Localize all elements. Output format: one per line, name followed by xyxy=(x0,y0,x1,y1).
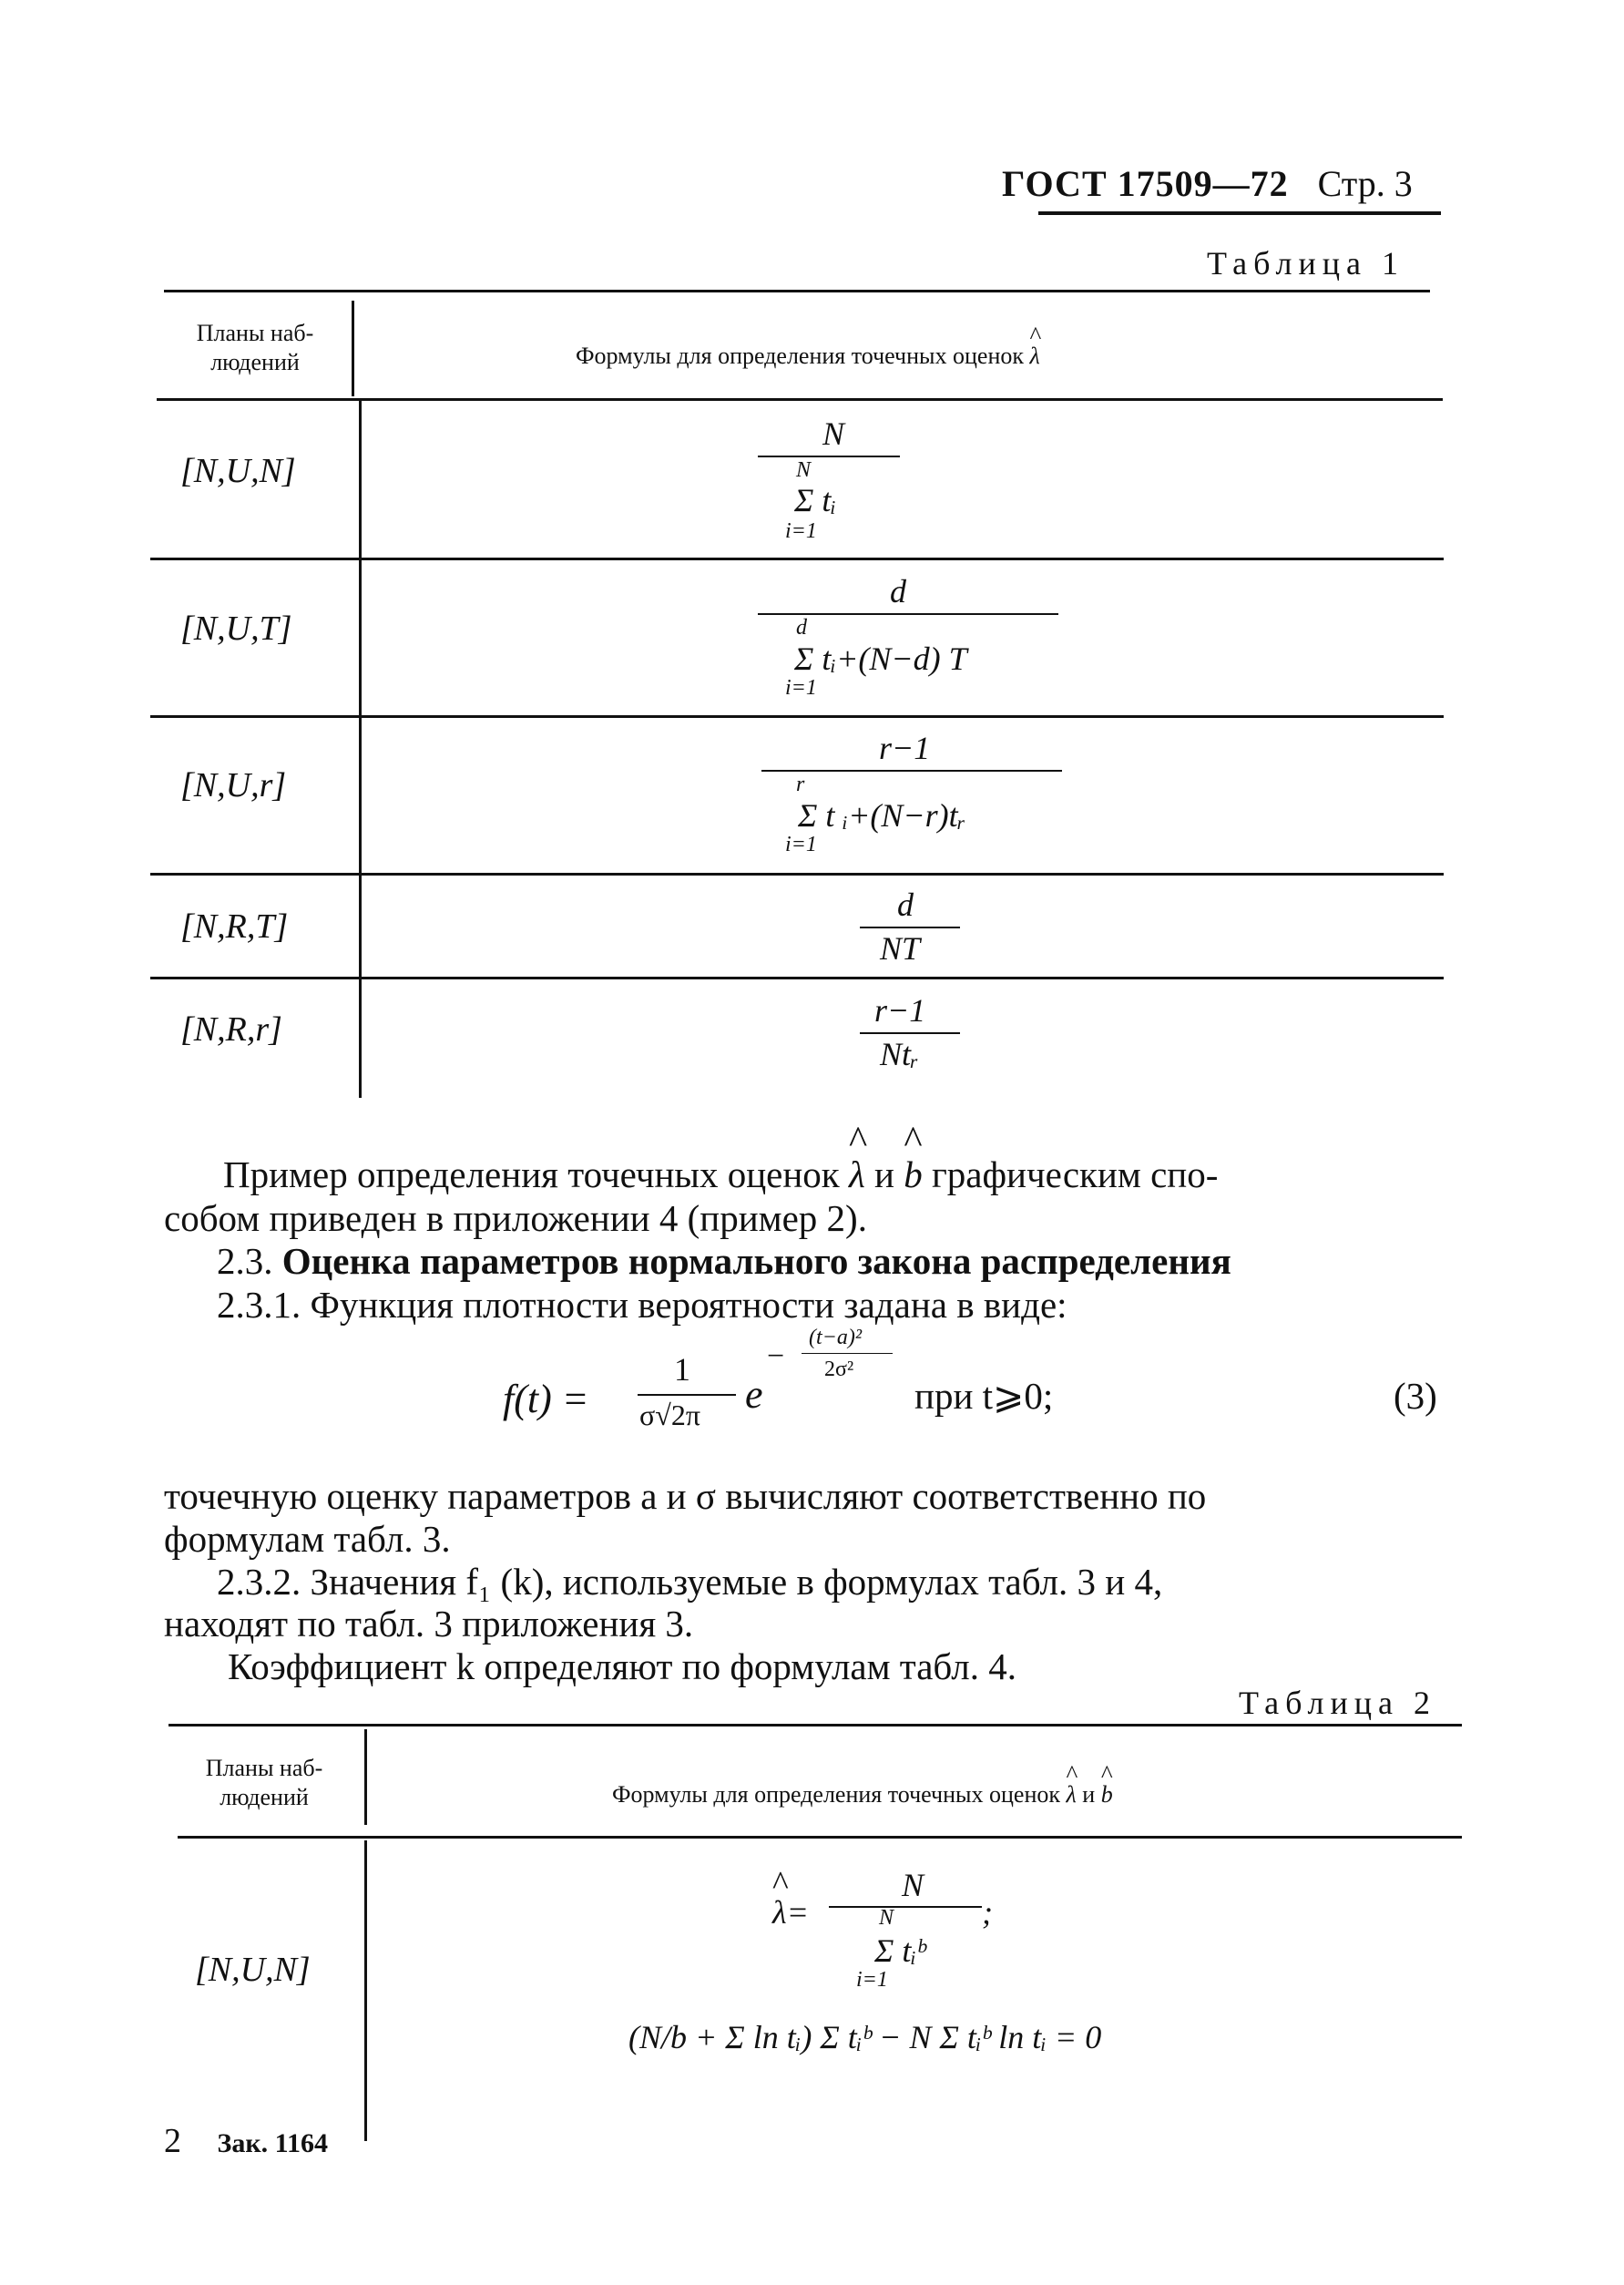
fraction-bar xyxy=(758,613,1058,615)
table-row-plan: [N,U,T] xyxy=(180,610,292,648)
equation-exponential: e xyxy=(745,1372,763,1417)
gost-number: ГОСТ 17509—72 xyxy=(1002,163,1289,204)
table2-plan: [N,U,N] xyxy=(195,1951,311,1989)
header-rule xyxy=(1038,211,1441,215)
row-rule xyxy=(150,715,1444,718)
fraction-bar xyxy=(758,456,900,457)
table1-caption: Таблица 1 xyxy=(1207,245,1404,282)
exponent-numerator: (t−a)² xyxy=(809,1326,863,1349)
section-2-3-heading xyxy=(217,1239,1231,1283)
sum-lower: i=1 xyxy=(785,676,817,700)
paragraph-example-line2: собом приведен в приложении 4 (пример 2). xyxy=(164,1197,867,1239)
formula-denominator: NT xyxy=(880,930,921,967)
formula-numerator: d xyxy=(897,886,914,923)
equation-lhs: f(t) = xyxy=(503,1377,589,1421)
sum-lower: i=1 xyxy=(785,519,817,543)
table1-header-rule xyxy=(157,398,1443,401)
exponent-minus: − xyxy=(767,1339,785,1373)
formula-numerator: r−1 xyxy=(874,992,926,1029)
exponent-denominator: 2σ² xyxy=(824,1358,854,1381)
section-2-3-2: 2.3.2. Значения f₁ (k), используемые в формулах табл. 3 и 4, xyxy=(217,1561,1163,1603)
sum-upper: N xyxy=(796,458,812,482)
table2-col-formulas: Формулы для определения точечных оценок ^ λ и ^ b xyxy=(612,1781,1113,1809)
table2-top-rule xyxy=(169,1724,1462,1727)
table-row-plan: [N,R,r] xyxy=(180,1010,282,1049)
fraction-bar xyxy=(638,1394,736,1396)
sum-lower: i=1 xyxy=(856,1968,888,1992)
formula-lhs: ^ λ= xyxy=(772,1893,809,1931)
formula-denominator: Σ tᵢ+(N−d) T xyxy=(794,640,967,677)
footer-order-number: Зак. 1164 xyxy=(217,2128,328,2158)
page-footer xyxy=(164,2121,328,2161)
table2-col-divider xyxy=(364,1729,367,1825)
paragraph-coefficient: Коэффициент k определяют по формулам табл. 4. xyxy=(228,1645,1016,1687)
equation-denominator: σ√2π xyxy=(639,1399,700,1431)
formula-numerator: N xyxy=(902,1867,924,1903)
sum-upper: d xyxy=(796,616,807,640)
table2-caption: Таблица 2 xyxy=(1239,1685,1436,1721)
formula-numerator: r−1 xyxy=(879,730,931,766)
section-title: Оценка параметров нормального закона распределения xyxy=(281,1240,1231,1282)
paragraph-estimate-line2: формулам табл. 3. xyxy=(164,1518,451,1560)
section-2-3-2-line2: находят по табл. 3 приложения 3. xyxy=(164,1603,694,1645)
fraction-bar xyxy=(860,1032,960,1034)
table1-col-plans: Планы наб- людений xyxy=(196,320,314,375)
table1-top-rule xyxy=(164,290,1430,292)
table-row-plan: [N,R,T] xyxy=(180,907,289,946)
paragraph-estimate: точечную оценку параметров a и σ вычисляют соответственно по xyxy=(164,1475,1207,1517)
table-row-plan: [N,U,r] xyxy=(180,766,287,804)
section-number: 2.3. xyxy=(217,1240,273,1282)
row-rule xyxy=(150,873,1444,876)
table2-body-divider xyxy=(364,1840,367,2141)
page-number: Стр. 3 xyxy=(1317,163,1413,204)
fraction-bar xyxy=(829,1906,982,1908)
table2-col-plans: Планы наб- людений xyxy=(205,1755,323,1810)
footer-page-number: 2 xyxy=(164,2122,181,2160)
row-rule xyxy=(150,558,1444,560)
paragraph-example: Пример определения точечных оценок ^ λ и ^ b графическим спо- xyxy=(223,1153,1218,1196)
formula-numerator: N xyxy=(822,415,845,452)
sum-upper: N xyxy=(879,1906,894,1930)
table2-header-rule xyxy=(178,1836,1462,1839)
equation-condition: при t⩾0; xyxy=(914,1375,1054,1417)
equation-label: (3) xyxy=(1394,1375,1437,1417)
table1-col-divider xyxy=(352,301,354,396)
fraction-bar xyxy=(860,927,960,928)
formula-denominator: Σ tᵢᵇ xyxy=(874,1932,925,1969)
table1-body-divider xyxy=(359,401,362,1098)
section-2-3-1: 2.3.1. Функция плотности вероятности задана в виде: xyxy=(217,1284,1067,1326)
fraction-bar xyxy=(802,1353,893,1354)
table-row-plan: [N,U,N] xyxy=(180,452,296,490)
formula-equation: (N/b + Σ ln tᵢ) Σ tᵢᵇ − N Σ tᵢᵇ ln tᵢ = 0 xyxy=(628,2019,1102,2055)
formula-denominator: Ntᵣ xyxy=(880,1036,919,1072)
sum-upper: r xyxy=(796,773,805,796)
formula-denominator: Σ t ᵢ+(N−r)tᵣ xyxy=(798,797,966,834)
document-header xyxy=(1002,162,1413,205)
formula-denominator: Σ tᵢ xyxy=(794,482,837,518)
table1-col-formulas: Формулы для определения точечных оценок ^ λ xyxy=(576,343,1040,370)
row-rule xyxy=(150,977,1444,979)
equation-numerator: 1 xyxy=(674,1351,690,1388)
fraction-bar xyxy=(761,770,1062,772)
sum-lower: i=1 xyxy=(785,833,817,856)
formula-terminator: ; xyxy=(982,1894,993,1931)
formula-numerator: d xyxy=(890,573,906,610)
